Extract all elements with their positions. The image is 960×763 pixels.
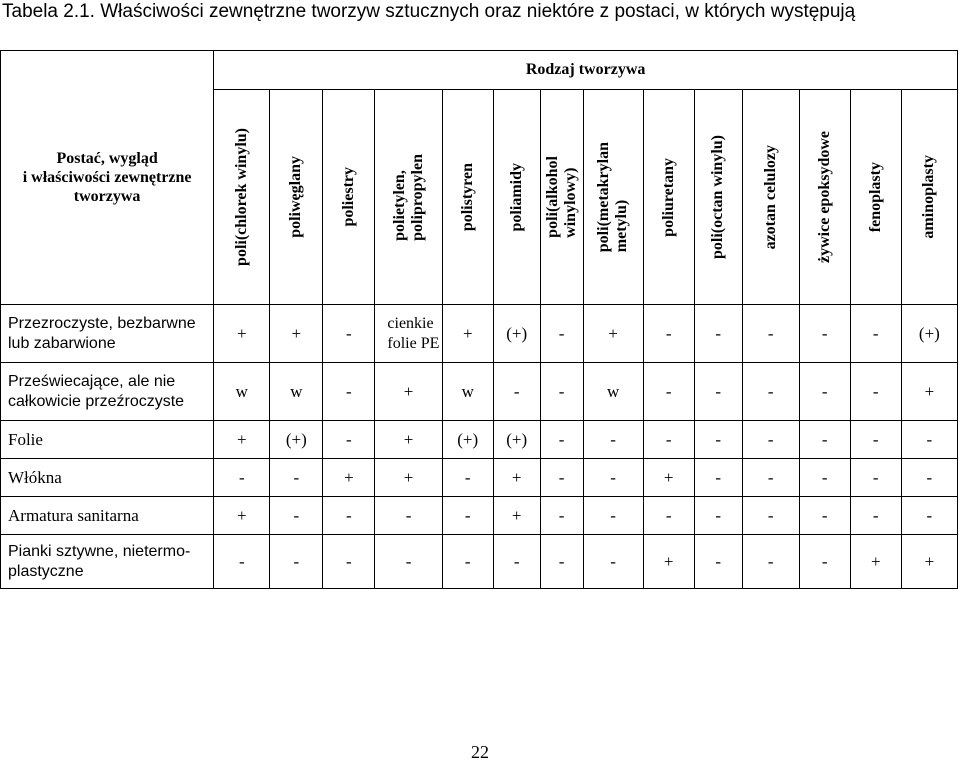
table-cell: w: [442, 363, 493, 421]
table-cell: -: [442, 497, 493, 535]
table-cell: -: [742, 497, 799, 535]
column-header-line: poli(chlorek winylu): [232, 128, 250, 266]
column-header-line: żywice epoksydowe: [815, 131, 833, 263]
column-header: [323, 90, 375, 305]
table-row: [1, 535, 958, 589]
table-cell: -: [799, 497, 850, 535]
row-label-line: Pianki sztywne, nietermo-: [8, 542, 191, 560]
corner-header-line: tworzywa: [73, 188, 141, 205]
column-header-line: fenoplasty: [866, 161, 884, 233]
row-label: [1, 497, 214, 535]
column-header-label: [867, 162, 885, 232]
column-header-label: [660, 158, 678, 237]
row-label: [1, 535, 214, 589]
table-cell: (+): [901, 305, 957, 363]
table-cell: -: [493, 535, 540, 589]
table-cell: +: [375, 459, 442, 497]
table-cell: -: [799, 421, 850, 459]
table-cell: -: [270, 535, 323, 589]
table-cell: +: [643, 535, 694, 589]
column-header: [493, 90, 540, 305]
table-cell: -: [694, 363, 742, 421]
table-cell: +: [214, 305, 270, 363]
row-label: [1, 459, 214, 497]
column-header: [643, 90, 694, 305]
column-header-label: [287, 156, 305, 238]
table-row: [1, 421, 958, 459]
table-cell: -: [540, 421, 583, 459]
column-header: [694, 90, 742, 305]
row-label: [1, 421, 214, 459]
column-header-line: poliwęglany: [287, 156, 305, 238]
column-header: [799, 90, 850, 305]
column-header-label: [816, 131, 834, 263]
table-cell: -: [850, 459, 901, 497]
table-cell: -: [375, 497, 442, 535]
row-label-line: Armatura sanitarna: [8, 505, 139, 525]
column-header-line: poli(octan winylu): [709, 134, 727, 259]
column-header-line: polietylen,: [390, 169, 408, 241]
table-cell: -: [694, 305, 742, 363]
table-cell: -: [540, 459, 583, 497]
table-cell: +: [850, 535, 901, 589]
column-header: [583, 90, 643, 305]
table-caption: Tabela 2.1. Właściwości zewnętrzne tworzyw sztucznych oraz niektóre z postaci, w których występują: [2, 1, 856, 22]
corner-header: [1, 51, 214, 305]
row-label-line: plastyczne: [8, 562, 84, 580]
column-header-line: winylowy): [561, 167, 579, 238]
table-cell: +: [375, 421, 442, 459]
corner-header-line: i właściwości zewnętrzne: [22, 169, 192, 186]
table-cell: +: [901, 535, 957, 589]
table-cell: w: [583, 363, 643, 421]
table-cell: -: [540, 363, 583, 421]
table-cell: -: [323, 497, 375, 535]
column-header-label: [508, 163, 526, 231]
table-cell: -: [643, 305, 694, 363]
table-cell: -: [323, 305, 375, 363]
table-cell: +: [493, 459, 540, 497]
column-header: [270, 90, 323, 305]
column-header-label: [544, 156, 580, 238]
column-header-label: [709, 135, 727, 259]
table-cell: -: [850, 305, 901, 363]
table-cell: -: [694, 535, 742, 589]
column-header-line: azotan celulozy: [761, 144, 779, 250]
table-cell: -: [643, 497, 694, 535]
column-header-line: poliuretany: [659, 157, 677, 237]
group-header: Rodzaj tworzywa: [214, 51, 958, 90]
table-cell: -: [901, 459, 957, 497]
table-cell: -: [742, 363, 799, 421]
column-header-label: [459, 163, 477, 231]
table-cell: -: [540, 305, 583, 363]
table-cell: w: [214, 363, 270, 421]
column-header: [540, 90, 583, 305]
row-label-line: Włókna: [8, 467, 62, 487]
table-cell: -: [799, 363, 850, 421]
row-label: [1, 363, 214, 421]
table-cell: -: [799, 305, 850, 363]
table-cell: -: [742, 535, 799, 589]
column-header-label: [762, 145, 780, 249]
table-cell: -: [583, 535, 643, 589]
column-header: [214, 90, 270, 305]
table-cell: (+): [493, 421, 540, 459]
table-cell: (+): [442, 421, 493, 459]
table-row: [1, 363, 958, 421]
table-cell: -: [583, 421, 643, 459]
table-cell: -: [742, 421, 799, 459]
table-cell: +: [493, 497, 540, 535]
table-cell: -: [694, 421, 742, 459]
table-row: [1, 305, 958, 363]
table-cell: -: [742, 305, 799, 363]
table-cell: -: [323, 535, 375, 589]
row-label-line: lub zabarwione: [8, 334, 116, 352]
column-header-label: [340, 167, 358, 227]
table-cell: -: [850, 497, 901, 535]
column-header-label: [391, 154, 427, 241]
table-cell: +: [583, 305, 643, 363]
table-row: [1, 497, 958, 535]
table-row: [1, 459, 958, 497]
table-cell: -: [214, 535, 270, 589]
column-header: [850, 90, 901, 305]
page-number: 22: [471, 742, 489, 762]
row-label-line: Przezroczyste, bezbarwne: [8, 314, 196, 332]
table-cell: -: [799, 459, 850, 497]
table-cell: +: [901, 363, 957, 421]
table-cell: -: [583, 459, 643, 497]
table-cell: -: [643, 421, 694, 459]
column-header-line: poli(metakrylan: [595, 141, 613, 253]
column-header: [901, 90, 957, 305]
row-label-line: całkowicie przeźroczyste: [8, 392, 185, 410]
column-header: [375, 90, 442, 305]
column-header-line: poli(alkohol: [543, 156, 561, 238]
column-header-line: polipropylen: [408, 153, 426, 241]
table-cell: -: [323, 421, 375, 459]
column-header-label: [595, 142, 631, 252]
column-header-line: polistyren: [458, 162, 476, 232]
table-cell: w: [270, 363, 323, 421]
row-label-line: Przeświecające, ale nie: [8, 372, 176, 390]
table-cell: -: [850, 363, 901, 421]
table-cell: (+): [270, 421, 323, 459]
table-cell: -: [850, 421, 901, 459]
table-cell: -: [583, 497, 643, 535]
table-cell: (+): [493, 305, 540, 363]
table-cell: -: [540, 535, 583, 589]
table-cell: -: [540, 497, 583, 535]
column-header: [442, 90, 493, 305]
table-cell: +: [214, 421, 270, 459]
column-header-line: aminoplasty: [920, 155, 938, 239]
table-cell: -: [270, 497, 323, 535]
table-cell: +: [323, 459, 375, 497]
table-cell: -: [323, 363, 375, 421]
table-cell: -: [375, 535, 442, 589]
corner-header-line: Postać, wygląd: [56, 150, 158, 167]
table-cell: -: [214, 459, 270, 497]
table-cell: -: [694, 459, 742, 497]
table-cell: +: [375, 363, 442, 421]
table-cell: +: [270, 305, 323, 363]
table-cell: -: [694, 497, 742, 535]
table-cell: +: [214, 497, 270, 535]
column-header-label: [920, 155, 938, 239]
table-cell: -: [493, 363, 540, 421]
table-cell: -: [442, 535, 493, 589]
properties-table: [0, 50, 958, 589]
row-label: [1, 305, 214, 363]
table-cell: -: [643, 363, 694, 421]
table-cell: cienkie folie PE: [375, 305, 442, 363]
table-cell: -: [442, 459, 493, 497]
column-header-line: poliestry: [339, 167, 357, 227]
column-header: [742, 90, 799, 305]
table-cell: +: [442, 305, 493, 363]
table-cell: +: [643, 459, 694, 497]
table-cell: -: [742, 459, 799, 497]
column-header-line: poliamidy: [507, 162, 525, 232]
table-cell: -: [799, 535, 850, 589]
column-header-label: [233, 128, 251, 266]
table-cell: -: [901, 421, 957, 459]
table-cell: -: [901, 497, 957, 535]
row-label-line: Folie: [8, 429, 43, 449]
column-header-line: metylu): [613, 199, 631, 253]
table-cell: -: [270, 459, 323, 497]
